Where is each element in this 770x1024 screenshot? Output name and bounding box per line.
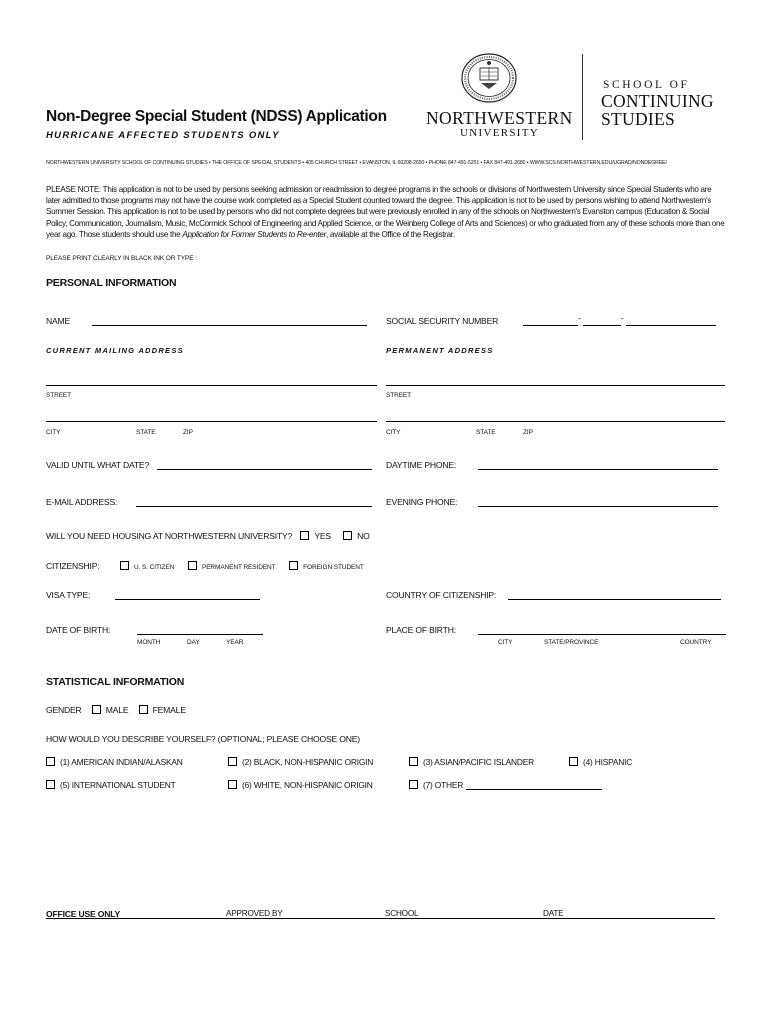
dob-month-label: MONTH [137, 639, 161, 646]
place-of-birth-input[interactable] [478, 634, 726, 635]
pob-city-label: CITY [498, 639, 513, 646]
scs-line1: SCHOOL OF [603, 79, 690, 91]
housing-no-option[interactable] [343, 531, 370, 541]
personal-info-heading: PERSONAL INFORMATION [46, 277, 177, 289]
female-checkbox[interactable] [139, 705, 148, 714]
dob-year-label: YEAR [226, 639, 244, 646]
ethnicity-label-6: (6) WHITE, NON-HISPANIC ORIGIN [242, 780, 373, 790]
ethnicity-option-1[interactable] [46, 757, 183, 767]
daytime-phone-input[interactable] [478, 469, 718, 470]
us-citizen-label: U. S. CITIZEN [134, 564, 175, 571]
ssn-input-3[interactable] [626, 325, 716, 326]
evening-phone-input[interactable] [478, 506, 718, 507]
ethnicity-checkbox-2[interactable] [228, 757, 237, 766]
ethnicity-checkbox-5[interactable] [46, 780, 55, 789]
citizenship-options [120, 561, 364, 571]
housing-no-label: NO [357, 531, 370, 541]
permanent-zip-label: ZIP [523, 429, 533, 436]
gender-male-option[interactable] [92, 705, 129, 715]
office-use-label: OFFICE USE ONLY [46, 909, 121, 919]
email-input[interactable] [136, 506, 372, 507]
housing-question-text: WILL YOU NEED HOUSING AT NORTHWESTERN UNIVERSITY? [46, 531, 293, 541]
permanent-state-label: STATE [476, 429, 496, 436]
contact-line: NORTHWESTERN UNIVERSITY SCHOOL OF CONTINUING STUDIES • THE OFFICE OF SPECIAL STUDENTS • 405 CHURCH STREET • EVANSTON, IL 60208-2650 • PHONE 847-491-5251 • FAX 847-491-2680 • WWW.SCS.NORTHWESTERN.EDU/UGRAD/NONDEGREE/ [46, 160, 667, 166]
office-use-line [46, 918, 715, 919]
housing-yes-option[interactable] [300, 531, 331, 541]
daytime-phone-label: DAYTIME PHONE: [386, 460, 457, 470]
current-state-label: STATE [136, 429, 156, 436]
pob-state-label: STATE/PROVINCE [544, 639, 599, 646]
ssn-label: SOCIAL SECURITY NUMBER [386, 316, 499, 326]
evening-phone-label: EVENING PHONE: [386, 497, 458, 507]
permanent-street-input[interactable] [386, 385, 725, 386]
gender-female-option[interactable] [139, 705, 186, 715]
ethnicity-label-4: (4) HISPANIC [583, 757, 633, 767]
describe-question: HOW WOULD YOU DESCRIBE YOURSELF? (OPTIONAL; PLEASE CHOOSE ONE) [46, 734, 360, 744]
current-city-label: CITY [46, 429, 61, 436]
pob-country-label: COUNTRY [680, 639, 712, 646]
visa-type-label: VISA TYPE: [46, 590, 91, 600]
ethnicity-other-input[interactable] [466, 789, 602, 790]
please-note-paragraph [46, 184, 726, 240]
ethnicity-option-7[interactable] [409, 780, 463, 790]
statistical-info-heading: STATISTICAL INFORMATION [46, 676, 185, 688]
ethnicity-checkbox-1[interactable] [46, 757, 55, 766]
country-citizenship-label: COUNTRY OF CITIZENSHIP: [386, 590, 497, 600]
us-citizen-option[interactable] [120, 564, 174, 571]
note-text: PLEASE NOTE: This application is not to be used by persons seeking admission or readmission to degree programs in the schools or divisions of Northwestern University since Special Students who are later admitted to those programs may not have the course work completed as a Special Student counted toward the degree. This application is not to be used by persons wishing to attend Northwestern's Summer Session. This application is not to be used by persons who did not complete degrees but were previously enrolled in any of the schools on Northwestern's Evanston campus (Education & Social Policy, Communication, Journalism, Music, McCormick School of Engineering and Applied Science, or the Weinberg College of Arts and Sciences) or who graduated from any of these schools more than one year ago. Those students should use the [46, 185, 725, 239]
ethnicity-label-5: (5) INTERNATIONAL STUDENT [60, 780, 176, 790]
country-citizenship-input[interactable] [508, 599, 721, 600]
permanent-city-label: CITY [386, 429, 401, 436]
northwestern-wordmark: NORTHWESTERN [426, 108, 573, 128]
housing-question [46, 531, 370, 541]
name-label: NAME [46, 316, 71, 326]
current-zip-label: ZIP [183, 429, 193, 436]
ethnicity-option-5[interactable] [46, 780, 176, 790]
ssn-input-2[interactable] [583, 325, 621, 326]
ethnicity-label-1: (1) AMERICAN INDIAN/ALASKAN [60, 757, 183, 767]
ethnicity-checkbox-3[interactable] [409, 757, 418, 766]
valid-until-input[interactable] [157, 469, 372, 470]
page-title: Non-Degree Special Student (NDSS) Application [46, 108, 387, 125]
visa-type-input[interactable] [115, 599, 260, 600]
permanent-city-input[interactable] [386, 421, 725, 422]
valid-until-label: VALID UNTIL WHAT DATE? [46, 460, 150, 470]
male-checkbox[interactable] [92, 705, 101, 714]
gender-label: GENDER [46, 705, 82, 715]
gender-row [46, 705, 186, 715]
foreign-student-option[interactable] [289, 564, 364, 571]
logo-divider [582, 54, 583, 140]
scs-line3: STUDIES [601, 109, 676, 129]
print-instruction: PLEASE PRINT CLEARLY IN BLACK INK OR TYPE : [46, 255, 197, 262]
page-subtitle: HURRICANE AFFECTED STUDENTS ONLY [46, 130, 280, 141]
name-input[interactable] [92, 325, 367, 326]
current-street-label: STREET [46, 392, 72, 399]
ethnicity-checkbox-6[interactable] [228, 780, 237, 789]
ssn-input-1[interactable] [523, 325, 578, 326]
permanent-resident-label: PERMANENT RESIDENT [201, 564, 276, 571]
dob-day-label: DAY [187, 639, 200, 646]
university-seal-icon [459, 52, 519, 104]
us-citizen-checkbox[interactable] [120, 561, 129, 570]
foreign-student-checkbox[interactable] [289, 561, 298, 570]
current-address-heading: CURRENT MAILING ADDRESS [46, 346, 184, 355]
university-wordmark: UNIVERSITY [460, 127, 539, 139]
ethnicity-option-6[interactable] [228, 780, 373, 790]
male-label: MALE [105, 705, 129, 715]
permanent-resident-checkbox[interactable] [188, 561, 197, 570]
foreign-student-label: FOREIGN STUDENT [303, 564, 364, 571]
current-city-input[interactable] [46, 421, 377, 422]
ethnicity-checkbox-4[interactable] [569, 757, 578, 766]
ethnicity-checkbox-7[interactable] [409, 780, 418, 789]
email-label: E-MAIL ADDRESS: [46, 497, 118, 507]
housing-yes-label: YES [314, 531, 331, 541]
current-street-input[interactable] [46, 385, 377, 386]
ethnicity-label-7: (7) OTHER [423, 780, 464, 790]
housing-yes-checkbox[interactable] [300, 531, 309, 540]
ssn-dash-2: - [621, 313, 624, 323]
school-label: SCHOOL [385, 909, 419, 918]
ethnicity-label-3: (3) ASIAN/PACIFIC ISLANDER [423, 757, 534, 767]
dob-label: DATE OF BIRTH: [46, 625, 111, 635]
ethnicity-label-2: (2) BLACK, NON-HISPANIC ORIGIN [242, 757, 374, 767]
dob-input[interactable] [137, 634, 263, 635]
permanent-street-label: STREET [386, 392, 412, 399]
permanent-resident-option[interactable] [188, 564, 275, 571]
citizenship-label: CITIZENSHIP: [46, 561, 100, 571]
ssn-dash-1: - [578, 313, 581, 323]
ethnicity-option-3[interactable] [409, 757, 534, 767]
housing-no-checkbox[interactable] [343, 531, 352, 540]
ethnicity-option-4[interactable] [569, 757, 632, 767]
permanent-address-heading: PERMANENT ADDRESS [386, 346, 494, 355]
ethnicity-option-2[interactable] [228, 757, 373, 767]
note-form-name: Application for Former Students to Re-enter [182, 229, 326, 239]
female-label: FEMALE [152, 705, 186, 715]
date-label: DATE [543, 909, 564, 918]
approved-by-label: APPROVED BY [226, 909, 283, 918]
scs-line2: CONTINUING [601, 91, 714, 111]
note-text-end: , available at the Office of the Registrar. [326, 229, 455, 239]
place-of-birth-label: PLACE OF BIRTH: [386, 625, 456, 635]
